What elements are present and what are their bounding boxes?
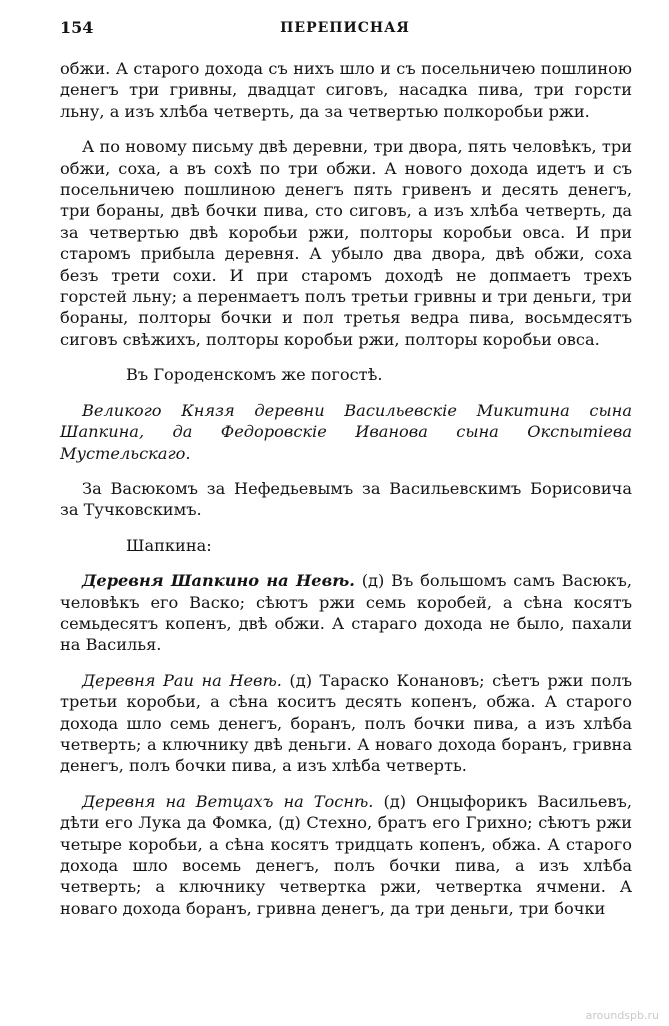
paragraph-holders: За Васюкомъ за Нефедьевымъ за Васильевскимъ Борисовича за Тучковскимъ. — [60, 478, 632, 520]
entry-village-shapkino — [60, 570, 632, 656]
page-body — [60, 58, 632, 919]
entry-text: (д) Тараско Конановъ; сѣетъ ржи полъ третьи коробьи, а сѣна коситъ десять копенъ, обжа. А старого дохода шло семь денегъ, боранъ, полъ бочки пива, а изъ хлѣба четверть; а ключнику двѣ деньги. А новаго дохода боранъ, гривна денегъ, полъ бочки пива, а изъ хлѣба четверть. — [60, 670, 633, 776]
page-number: 154 — [60, 18, 94, 37]
entry-text: (д) Въ большомъ самъ Васюкъ, человѣкъ его Васко; сѣютъ ржи семь коробей, а сѣна косятъ семьдесятъ копенъ, двѣ обжи. А стараго дохода не было, пахали на Василья. — [60, 571, 632, 655]
entry-village-rai — [60, 670, 632, 777]
running-title: ПЕРЕПИСНАЯ — [280, 20, 410, 36]
paragraph-continuation: обжи. А старого дохода съ нихъ шло и съ посельничею пошлиною денегъ три гривны, двадцат сиговъ, насадка пива, три горсти льну, а изъ хлѣба четверть, да за четвертью полкоробьи ржи. — [60, 59, 632, 121]
entry-title: Деревня Шапкино на Невѣ. — [82, 571, 355, 591]
entry-title: Деревня на Ветцахъ на Тоснѣ. — [82, 791, 374, 811]
entry-village-vettsy — [60, 791, 632, 919]
page-header — [60, 18, 630, 42]
watermark: aroundspb.ru — [585, 1009, 659, 1022]
paragraph-new-survey: А по новому письму двѣ деревни, три двора, пять человѣкъ, три обжи, соха, а въ сохѣ по три обжи. А нового дохода идетъ и съ посельничею пошлиною денегъ пять гривенъ и десять денегъ, три бораны, двѣ бочки пива, сто сиговъ, а изъ хлѣба четверть, да за четвертью двѣ коробьи ржи, полторы коробьи овса. И при старомъ прибыла деревня. А убыло два двора, двѣ обжи, соха безъ трети сохи. И при старомъ доходѣ не допмаетъ трехъ горстей льну; а перенмаетъ полъ третьи гривны и три деньги, три бораны, полторы бочки и пол третья ведра пива, восьмдесятъ сиговъ свѣжихъ, полторы коробьи ржи, полторы коробьи овса. — [60, 137, 632, 349]
subheading-shapkina: Шапкина: — [126, 535, 212, 555]
section-heading-gorodensky-pogost: Въ Городенскомъ же погостѣ. — [126, 365, 383, 385]
paragraph-grand-prince-villages: Великого Князя деревни Васильевскіе Микитина сына Шапкина, да Федоровскіе Иванова сына Окспытіева Мустельскаго. — [60, 400, 632, 463]
entry-title: Деревня Раи на Невѣ. — [82, 670, 282, 690]
entry-text: (д) Онцыфорикъ Васильевъ, дѣти его Лука да Фомка, (д) Стехно, братъ его Грихно; сѣютъ ржи четыре коробьи, а сѣна косятъ тридцать копенъ, обжа. А старого дохода шло восемь денегъ, полъ бочки пива, а изъ хлѣба четверть; а ключнику четвертка ржи, четвертка ячмени. А новаго дохода боранъ, гривна денегъ, да три деньги, три бочки — [60, 791, 632, 918]
